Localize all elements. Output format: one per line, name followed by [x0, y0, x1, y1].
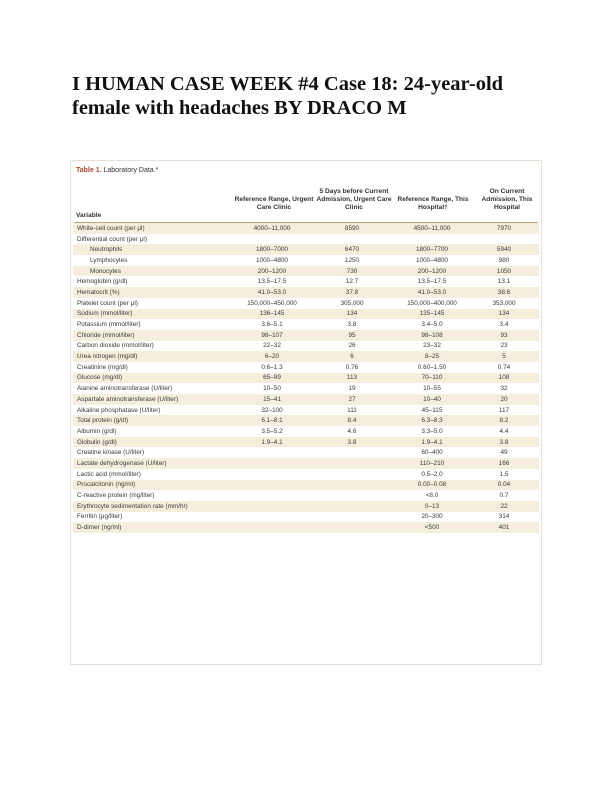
row-ref-hospital: 0.5–2.0 [421, 470, 443, 478]
row-ref-urgent: 65–99 [263, 374, 281, 382]
row-value-hospital: 13.1 [497, 278, 511, 286]
table-row [73, 373, 539, 384]
row-value-urgent: 305,000 [340, 299, 364, 307]
table-row [73, 405, 539, 416]
row-value-hospital: 22 [500, 502, 508, 510]
table-row [73, 480, 539, 491]
header-5-days-before-admission: 5 Days before Current Admission, Urgent Care Clinic [316, 188, 392, 211]
row-value-hospital: 5940 [496, 246, 512, 254]
row-value-hospital: 353,000 [492, 299, 516, 307]
row-value-hospital: 4.4 [499, 427, 509, 435]
row-variable: Potassium (mmol/liter) [77, 321, 141, 329]
row-ref-hospital: 70–110 [421, 374, 443, 382]
table-row [73, 330, 539, 341]
row-variable: Lactate dehydrogenase (U/liter) [77, 459, 167, 467]
row-variable: Globulin (g/dl) [77, 438, 117, 446]
row-ref-hospital: 1000–4800 [416, 256, 448, 264]
row-variable: Albumin (g/dl) [77, 427, 117, 435]
row-variable: Procalcitonin (ng/ml) [77, 481, 136, 489]
row-variable: Differential count (per μl) [77, 235, 147, 243]
row-ref-urgent: 1000–4800 [256, 256, 288, 264]
row-variable: Ferritin (μg/liter) [77, 513, 123, 521]
row-ref-hospital: 150,000–400,000 [407, 299, 457, 307]
row-value-urgent: 19 [348, 385, 356, 393]
table-row [73, 458, 539, 469]
row-variable: Creatinine (mg/dl) [77, 363, 128, 371]
table-row [73, 362, 539, 373]
row-value-hospital: 401 [498, 524, 510, 532]
row-variable: Creatine kinase (U/liter) [77, 449, 145, 457]
table-row [73, 447, 539, 458]
row-ref-hospital: 8–25 [424, 353, 440, 361]
row-variable: C-reactive protein (mg/liter) [77, 492, 155, 500]
row-value-urgent: 95 [348, 331, 356, 339]
row-variable: Urea nitrogen (mg/dl) [77, 353, 138, 361]
row-value-urgent: 27 [348, 395, 356, 403]
row-value-urgent: 730 [346, 267, 358, 275]
row-ref-hospital: 98–108 [421, 331, 443, 339]
row-value-hospital: 0.04 [497, 481, 511, 489]
row-variable: Hematocrit (%) [77, 288, 120, 296]
table-row [73, 223, 539, 234]
row-ref-urgent: 6–20 [264, 353, 280, 361]
table-row [73, 234, 539, 245]
header-reference-range-urgent-care: Reference Range, Urgent Care Clinic [234, 196, 314, 211]
row-ref-urgent: 22–32 [263, 342, 281, 350]
table-row [73, 287, 539, 298]
row-value-hospital: 20 [500, 395, 508, 403]
row-ref-hospital: 1.9–4.1 [421, 438, 443, 446]
row-value-urgent: 1250 [344, 256, 360, 264]
row-ref-urgent: 13.5–17.5 [257, 278, 287, 286]
row-ref-hospital: 6.3–8.3 [421, 417, 443, 425]
row-variable: Carbon dioxide (mmol/liter) [77, 342, 154, 350]
row-ref-urgent: 1800–7000 [256, 246, 288, 254]
row-ref-hospital: 41.0–53.0 [417, 288, 447, 296]
row-value-hospital: 23 [500, 342, 508, 350]
table-row [73, 522, 539, 533]
row-ref-hospital: 110–210 [419, 459, 445, 467]
row-variable: Erythrocyte sedimentation rate (mm/hr) [77, 502, 188, 510]
table-row [73, 244, 539, 255]
table-row [73, 298, 539, 309]
row-value-urgent: 6 [350, 353, 354, 361]
row-ref-hospital: 0–13 [424, 502, 440, 510]
table-row [73, 266, 539, 277]
table-row [73, 512, 539, 523]
table-caption [76, 167, 158, 174]
table-row [73, 501, 539, 512]
row-value-urgent: 111 [347, 406, 357, 414]
row-variable: Alkaline phosphatase (U/liter) [77, 406, 161, 414]
document-title: I HUMAN CASE WEEK #4 Case 18: 24-year-old female with headaches BY DRACO M [72, 73, 504, 119]
row-value-urgent: 8.4 [347, 417, 357, 425]
row-variable: D-dimer (ng/ml) [77, 524, 122, 532]
table-caption-label: Table 1. [76, 167, 102, 174]
table-row [73, 319, 539, 330]
row-value-urgent: 3.8 [347, 438, 357, 446]
table-row [73, 309, 539, 320]
row-ref-hospital: 1800–7700 [416, 246, 448, 254]
row-ref-hospital: 10–40 [423, 395, 441, 403]
row-value-urgent: 6470 [344, 246, 360, 254]
row-value-hospital: 1050 [496, 267, 512, 275]
table-row [73, 415, 539, 426]
row-variable: Platelet count (per μl) [77, 299, 138, 307]
row-value-urgent: 26 [348, 342, 356, 350]
table-row [73, 351, 539, 362]
table-body [73, 223, 539, 533]
row-variable: Hemoglobin (g/dl) [77, 278, 128, 286]
row-value-hospital: 5 [502, 353, 506, 361]
row-variable: Glucose (mg/dl) [77, 374, 123, 382]
row-ref-urgent: 136–145 [259, 310, 285, 318]
row-value-hospital: 38.6 [497, 288, 511, 296]
row-variable: Monocytes [90, 267, 121, 275]
row-ref-hospital: 200–1200 [417, 267, 447, 275]
row-ref-hospital: 23–32 [423, 342, 441, 350]
row-value-hospital: 7970 [496, 224, 512, 232]
table-row [73, 341, 539, 352]
row-value-urgent: 134 [346, 310, 358, 318]
row-ref-hospital: 0.00–0.08 [417, 481, 447, 489]
row-ref-urgent: 6.1–8.1 [261, 417, 283, 425]
row-ref-hospital: 135–145 [419, 310, 445, 318]
table-row [73, 394, 539, 405]
row-variable: Lactic acid (mmol/liter) [77, 470, 141, 478]
header-reference-range-hospital: Reference Range, This Hospital† [397, 196, 469, 211]
row-ref-urgent: 200–1200 [257, 267, 287, 275]
row-value-hospital: 166 [498, 459, 510, 467]
row-ref-urgent: 10–50 [263, 385, 281, 393]
row-value-hospital: 0.74 [497, 363, 511, 371]
row-value-hospital: 8.2 [499, 417, 509, 425]
table-row [73, 383, 539, 394]
table-row [73, 490, 539, 501]
row-ref-hospital: 3.4–5.0 [421, 321, 443, 329]
row-ref-hospital: 20–300 [421, 513, 443, 521]
row-ref-urgent: 4000–11,000 [253, 224, 291, 232]
lab-data-table [70, 160, 542, 665]
row-variable: Neutrophils [90, 246, 123, 254]
row-ref-hospital: 45–115 [421, 406, 443, 414]
row-ref-hospital: 4500–11,000 [413, 224, 451, 232]
row-value-hospital: 134 [498, 310, 510, 318]
row-value-hospital: 32 [500, 385, 508, 393]
row-value-hospital: 3.4 [499, 321, 509, 329]
row-value-urgent: 37.8 [345, 288, 359, 296]
row-value-hospital: 93 [500, 331, 508, 339]
row-variable: Chloride (mmol/liter) [77, 331, 135, 339]
row-value-hospital: 0.7 [499, 492, 509, 500]
row-value-urgent: 113 [346, 374, 358, 382]
table-row [73, 276, 539, 287]
row-value-hospital: 314 [498, 513, 510, 521]
row-value-urgent: 12.7 [345, 278, 359, 286]
row-value-urgent: 4.6 [347, 427, 357, 435]
row-value-hospital: 1.5 [499, 470, 509, 478]
row-ref-hospital: <8.0 [425, 492, 439, 500]
table-row [73, 426, 539, 437]
row-value-hospital: 117 [498, 406, 510, 414]
row-value-hospital: 49 [500, 449, 508, 457]
row-ref-urgent: 0.6–1.3 [261, 363, 283, 371]
row-ref-hospital: <500 [424, 524, 440, 532]
row-ref-hospital: 10–55 [423, 385, 441, 393]
row-ref-urgent: 3.5–5.2 [261, 427, 283, 435]
row-value-hospital: 108 [498, 374, 510, 382]
row-ref-hospital: 13.5–17.5 [417, 278, 447, 286]
table-row [73, 469, 539, 480]
row-variable: Aspartate aminotransferase (U/liter) [77, 395, 179, 403]
header-variable: Variable [76, 212, 102, 219]
table-caption-text: Laboratory Data.* [103, 167, 159, 174]
row-ref-urgent: 3.6–5.1 [261, 321, 283, 329]
table-row [73, 255, 539, 266]
row-ref-hospital: 3.3–5.0 [421, 427, 443, 435]
row-variable: Total protein (g/dl) [77, 417, 129, 425]
row-variable: Sodium (mmol/liter) [77, 310, 133, 318]
row-ref-hospital: 60–400 [421, 449, 443, 457]
table-row [73, 437, 539, 448]
row-value-hospital: 980 [498, 256, 510, 264]
row-value-hospital: 3.8 [499, 438, 509, 446]
row-ref-urgent: 32–100 [261, 406, 283, 414]
row-ref-urgent: 41.0–53.0 [257, 288, 287, 296]
row-value-urgent: 8590 [344, 224, 360, 232]
row-ref-urgent: 1.9–4.1 [261, 438, 283, 446]
header-on-current-admission: On Current Admission, This Hospital [481, 188, 533, 211]
row-variable: Lymphocytes [90, 256, 128, 264]
row-ref-urgent: 150,000–450,000 [247, 299, 297, 307]
row-value-urgent: 3.8 [347, 321, 357, 329]
row-ref-hospital: 0.60–1.50 [417, 363, 447, 371]
row-ref-urgent: 98–107 [261, 331, 283, 339]
row-ref-urgent: 15–41 [263, 395, 281, 403]
row-variable: White-cell count (per μl) [77, 224, 145, 232]
row-variable: Alanine aminotransferase (U/liter) [77, 385, 173, 393]
row-value-urgent: 0.76 [345, 363, 359, 371]
